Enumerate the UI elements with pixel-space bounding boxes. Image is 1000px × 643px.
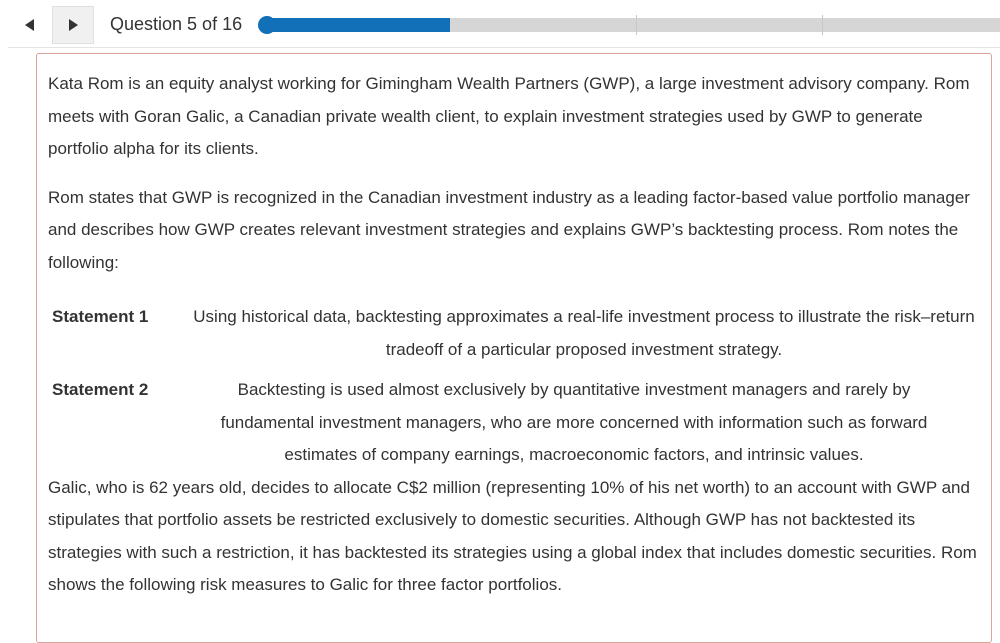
triangle-right-icon [69, 19, 78, 31]
header-divider [8, 47, 1000, 48]
statement-text: Using historical data, backtesting approximates a real-life investment process to illustrate the risk–return tradeoff of a particular proposed investment strategy. [193, 307, 975, 359]
previous-question-button[interactable] [8, 6, 50, 44]
top-navigation-bar [0, 0, 1000, 48]
progress-fill [262, 18, 450, 32]
statement-row [48, 301, 980, 366]
statement-label: Statement 1 [52, 307, 149, 326]
progress-bar [262, 18, 1000, 32]
next-question-button[interactable] [52, 6, 94, 44]
statement-row [48, 366, 980, 472]
statements-table [48, 301, 980, 472]
question-stem-panel [36, 53, 992, 643]
statement-text: Backtesting is used almost exclusively by quantitative investment managers and rarely by fundamental investment managers, who are more concerned with information such as forward estimates of company earnings, macroeconomic factors, and intrinsic values. [220, 380, 928, 464]
stem-paragraph-2: Rom states that GWP is recognized in the Canadian investment industry as a leading factor-based value portfolio manager and describes how GWP creates relevant investment strategies and explains GWP’s backtesting process. Rom notes the following: [48, 187, 970, 272]
question-counter: Question 5 of 16 [110, 14, 243, 34]
triangle-left-icon [25, 19, 34, 31]
progress-tick [822, 15, 823, 35]
progress-knob [258, 16, 276, 34]
statement-label: Statement 2 [52, 380, 149, 399]
progress-tick [636, 15, 637, 35]
stem-paragraph-3: Galic, who is 62 years old, decides to allocate C$2 million (representing 10% of his net worth) to an account with GWP and stipulates that portfolio assets be restricted exclusively to domestic securities. Although GWP has not backtested its strategies with such a restriction, it has backtested its strategies using a global index that includes domestic securities. Rom shows the following risk measures to Galic for three factor portfolios. [48, 477, 977, 594]
stem-paragraph-1: Kata Rom is an equity analyst working for Gimingham Wealth Partners (GWP), a large investment advisory company. Rom meets with Goran Galic, a Canadian private wealth client, to explain investment strategies used by GWP to generate portfolio alpha for its clients. [48, 74, 970, 158]
